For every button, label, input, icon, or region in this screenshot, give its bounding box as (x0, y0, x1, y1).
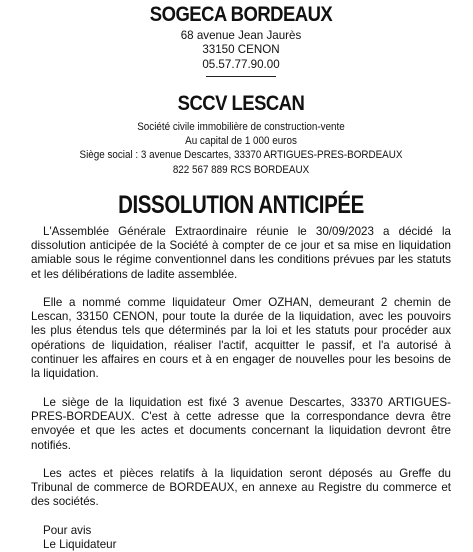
paragraph: Elle a nommé comme liquidateur Omer OZHAN, demeurant 2 chemin de Lescan, 33150 CENON, pour toute la durée de la liquidation, avec les pouvoirs les plus étendus tels que déterminés par la loi et les statuts pour procéder aux opérations de liquidation, réaliser l'actif, acquitter le passif, et l'a autorisé à continuer les affaires en cours et à en engager de nouvelles pour les besoins de la liquidation. (31, 295, 451, 381)
paragraph: Le siège de la liquidation est fixé 3 avenue Descartes, 33370 ARTIGUES-PRES-BORDEAUX. C'est à cette adresse que la correspondance devra être envoyée et que les actes et documents concernant la liquidation devront être notifiés. (31, 395, 451, 452)
entity-seat: Siège social : 3 avenue Descartes, 33370 ARTIGUES-PRES-BORDEAUX (79, 149, 403, 162)
company-phone: 05.57.77.90.00 (202, 57, 280, 71)
entity-type: Société civile immobilière de construction-vente (137, 120, 345, 133)
company-address-line2: 33150 CENON (202, 43, 280, 57)
signatory: Le Liquidateur (43, 538, 117, 552)
entity-name: SCCV LESCAN (177, 91, 305, 115)
notice-title: DISSOLUTION ANTICIPÉE (118, 190, 364, 219)
divider (206, 76, 276, 77)
company-name: SOGECA BORDEAUX (149, 3, 333, 26)
company-address-line1: 68 avenue Jean Jaurès (180, 29, 302, 42)
entity-rcs: 822 567 889 RCS BORDEAUX (172, 163, 310, 176)
notice-body (31, 225, 451, 510)
legal-notice (0, 3, 473, 552)
company-header (31, 3, 451, 77)
closing-line: Pour avis (43, 523, 92, 537)
entity-header (31, 92, 451, 177)
signature-block (31, 524, 451, 552)
entity-capital: Au capital de 1 000 euros (185, 135, 297, 148)
paragraph: Les actes et pièces relatifs à la liquidation seront déposés au Greffe du Tribunal de commerce de BORDEAUX, en annexe au Registre du commerce et des sociétés. (31, 466, 451, 509)
paragraph: L'Assemblée Générale Extraordinaire réunie le 30/09/2023 a décidé la dissolution anticipée de la Société à compter de ce jour et sa mise en liquidation amiable sous le régime conventionnel dans les conditions prévues par les statuts et les délibérations de ladite assemblée. (31, 224, 451, 281)
